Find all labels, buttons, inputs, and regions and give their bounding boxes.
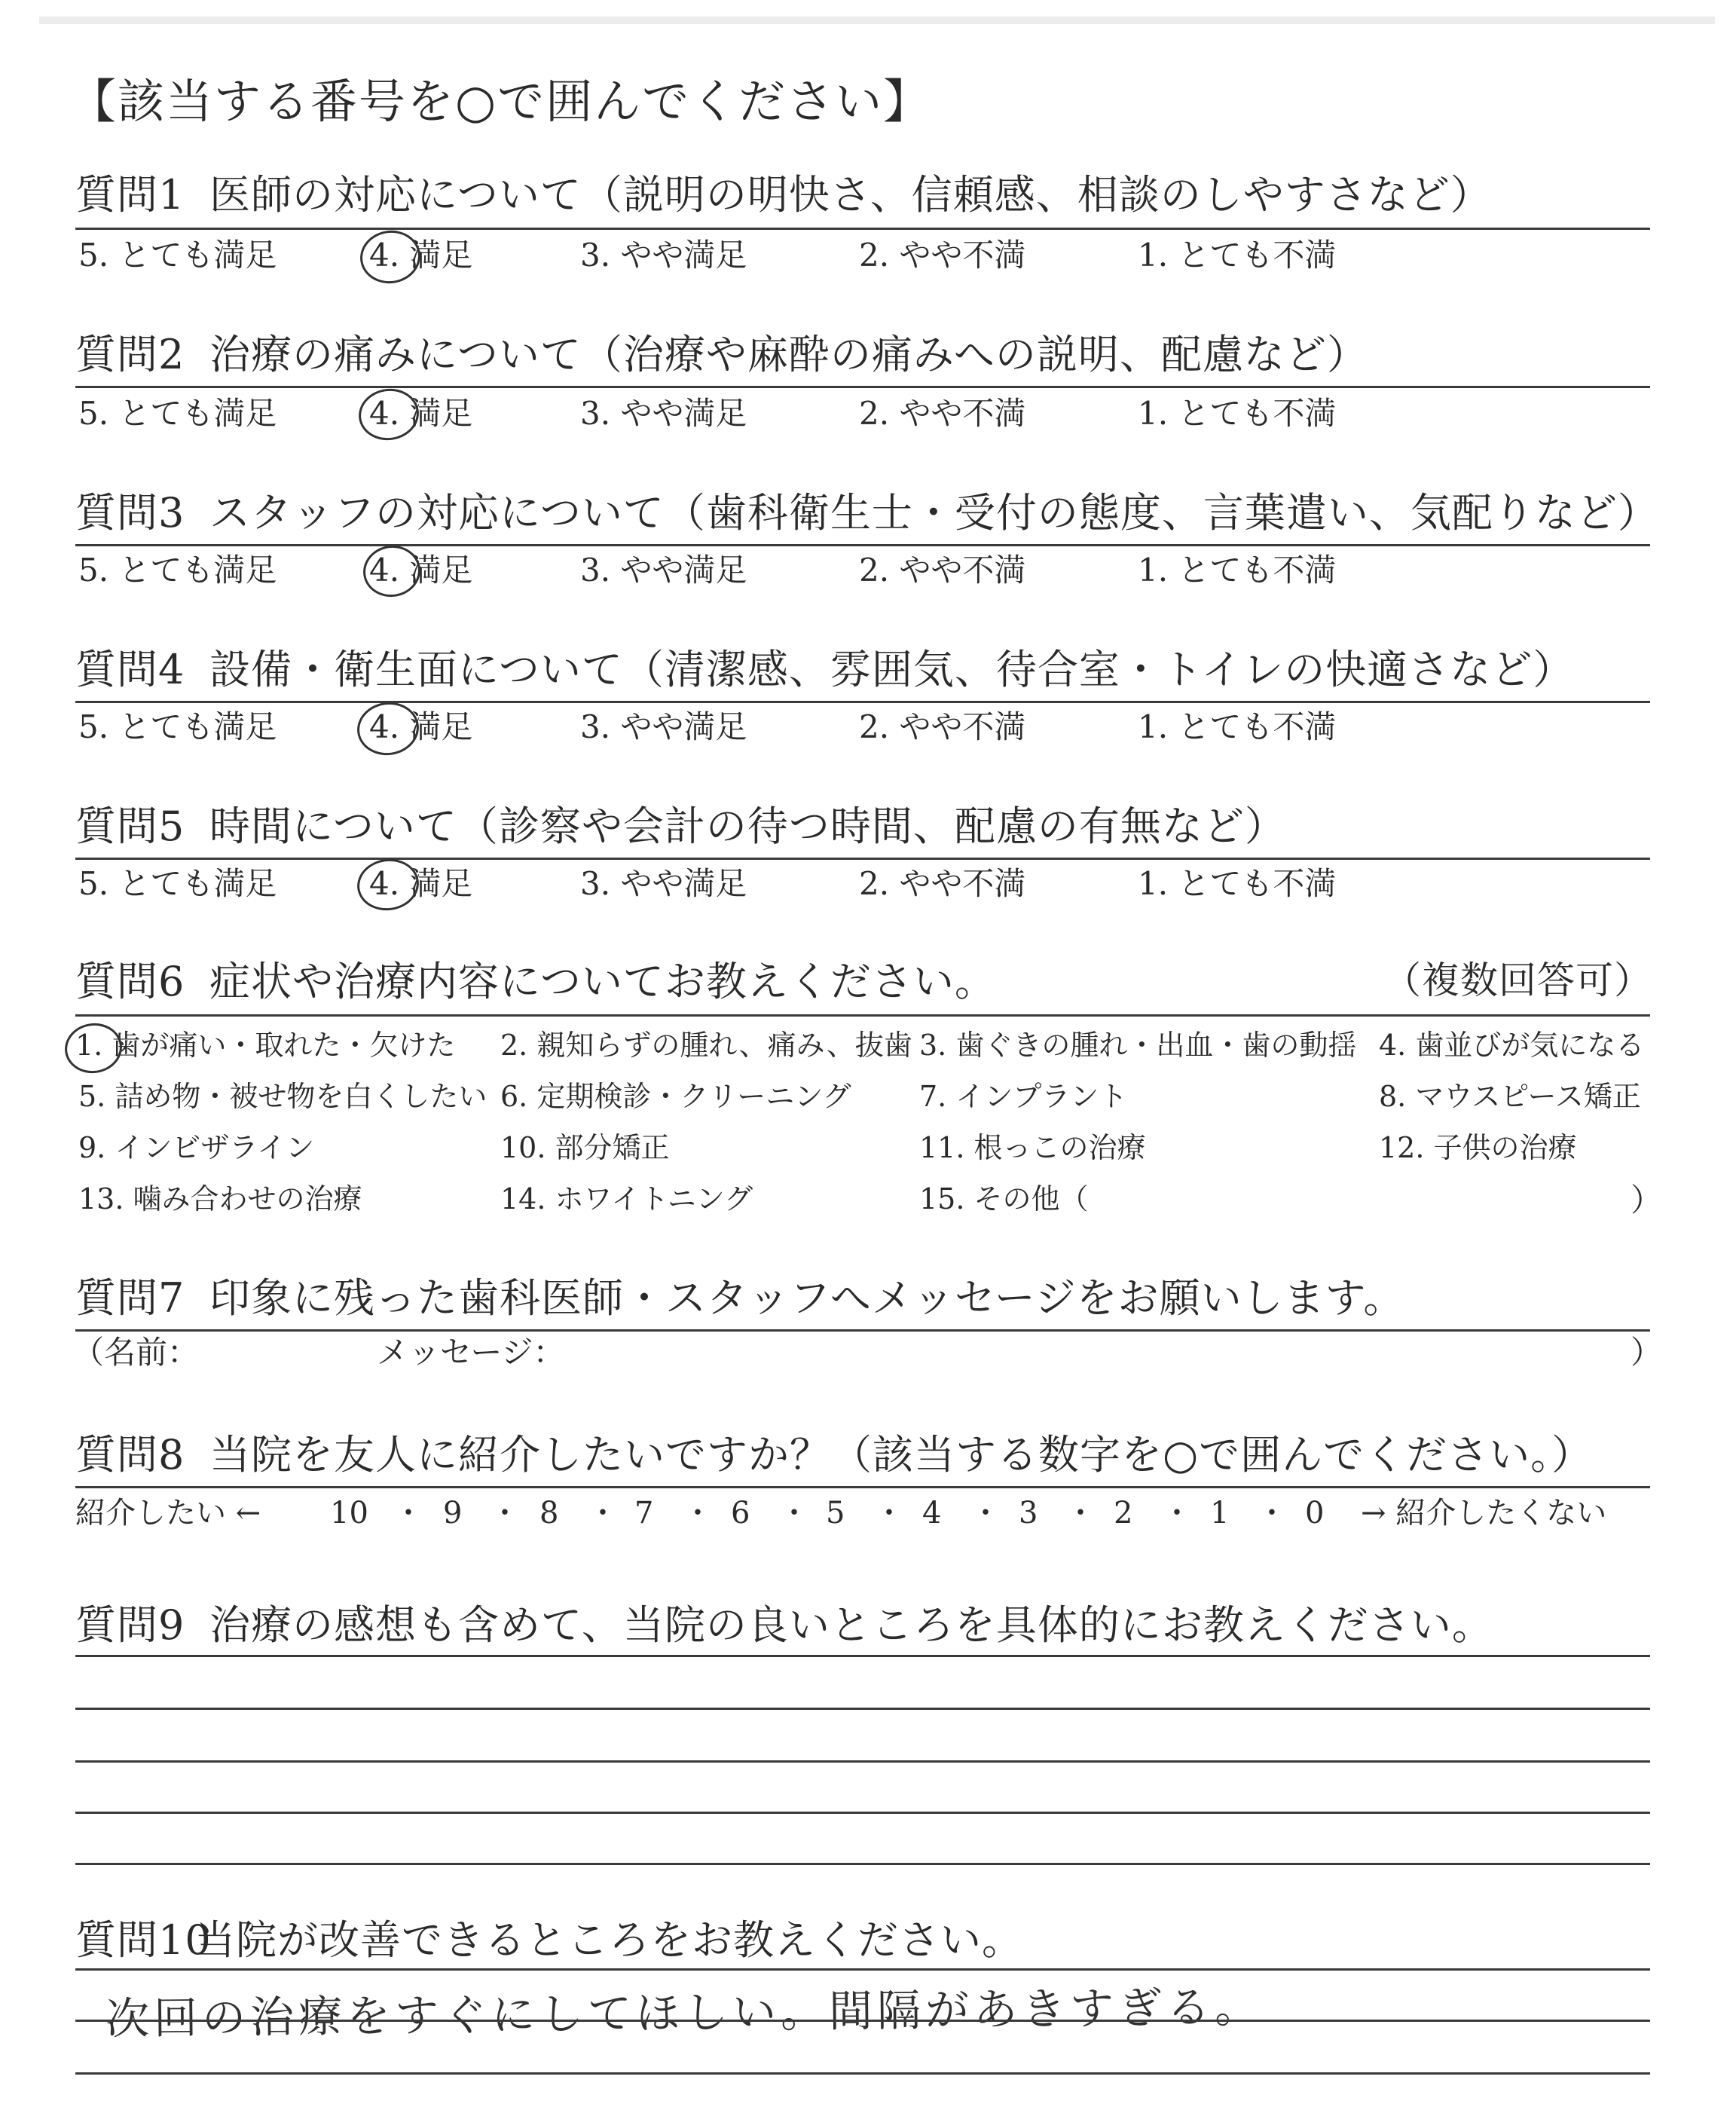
question-8-text: 当院を友人に紹介したいですか？（該当する数字を○で囲んでください。）	[209, 1431, 1594, 1479]
q8-right-label: → 紹介したくない	[1361, 1496, 1607, 1531]
q2-option-3[interactable]: 3. やや満足	[580, 395, 747, 432]
q4-option-2[interactable]: 2. やや不満	[859, 708, 1026, 745]
q4-option-3[interactable]: 3. やや満足	[580, 708, 747, 745]
question-6-text: 症状や治療内容についてお教えください。	[209, 958, 996, 1005]
q6-item-1[interactable]: 1. 歯が痛い・取れた・欠けた	[75, 1029, 456, 1062]
q6-item-3[interactable]: 3. 歯ぐきの腫れ・出血・歯の動揺	[919, 1029, 1357, 1062]
q8-scale-dot: ・	[588, 1496, 618, 1531]
q1-selection-circle	[357, 227, 424, 287]
q8-scale-3[interactable]: 3	[1019, 1496, 1038, 1531]
q5-option-5[interactable]: 5. とても満足	[78, 865, 277, 902]
q9-answer-line-3[interactable]	[75, 1760, 1650, 1763]
question-2-label: 質問2	[75, 331, 185, 378]
question-4-rule	[75, 701, 1650, 703]
question-2-rule	[75, 386, 1650, 388]
q4-option-5[interactable]: 5. とても満足	[78, 708, 277, 745]
q8-scale-1[interactable]: 1	[1210, 1496, 1230, 1531]
question-6-note: （複数回答可）	[1383, 959, 1652, 1002]
q5-option-3[interactable]: 3. やや満足	[580, 865, 747, 902]
q6-item-7[interactable]: 7. インプラント	[919, 1080, 1128, 1113]
question-6-rule	[75, 1014, 1650, 1017]
q8-scale-dot: ・	[1065, 1496, 1096, 1531]
question-9-label: 質問9	[75, 1601, 185, 1649]
question-8-label: 質問8	[75, 1431, 185, 1479]
question-3-text: スタッフの対応について（歯科衛生士・受付の態度、言葉遣い、気配りなど）	[209, 489, 1659, 537]
q8-scale-dot: ・	[393, 1496, 423, 1531]
q4-selection-circle	[354, 699, 423, 760]
scan-edge	[39, 17, 1715, 24]
q8-scale-4[interactable]: 4	[922, 1496, 942, 1531]
q10-answer-line-3[interactable]	[75, 2072, 1650, 2075]
q10-answer-line-1[interactable]	[75, 1968, 1650, 1971]
question-1-label: 質問1	[75, 171, 185, 219]
question-5-label: 質問5	[75, 803, 185, 850]
q7-close-paren: ）	[1631, 1334, 1663, 1371]
q6-other-close-paren: ）	[1631, 1182, 1663, 1219]
q6-item-6[interactable]: 6. 定期検診・クリーニング	[500, 1080, 851, 1113]
question-2-text: 治療の痛みについて（治療や麻酔の痛みへの説明、配慮など）	[209, 331, 1368, 378]
q4-option-1[interactable]: 1. とても不満	[1138, 708, 1337, 745]
q3-selection-circle	[360, 542, 424, 601]
q1-option-2[interactable]: 2. やや不満	[859, 237, 1026, 274]
question-8-rule	[75, 1486, 1650, 1488]
q6-item-5[interactable]: 5. 詰め物・被せ物を白くしたい	[78, 1080, 487, 1113]
q8-scale-6[interactable]: 6	[731, 1496, 750, 1531]
q9-answer-line-5[interactable]	[75, 1863, 1650, 1865]
question-4-label: 質問4	[75, 646, 185, 693]
page-title: 【該当する番号を○で囲んでください】	[69, 74, 932, 129]
q6-item-14[interactable]: 14. ホワイトニング	[500, 1182, 753, 1216]
q7-message-label[interactable]: メッセージ：	[377, 1334, 565, 1371]
q8-scale-0[interactable]: 0	[1305, 1496, 1325, 1531]
q8-scale-dot: ・	[683, 1496, 713, 1531]
q2-option-1[interactable]: 1. とても不満	[1138, 395, 1337, 432]
q8-scale-10[interactable]: 10	[330, 1496, 368, 1531]
q6-item-12[interactable]: 12. 子供の治療	[1379, 1131, 1577, 1164]
q8-scale-dot: ・	[490, 1496, 520, 1531]
q4-option-4[interactable]: 4. 満足	[369, 708, 473, 745]
question-3-rule	[75, 544, 1650, 546]
q3-option-5[interactable]: 5. とても満足	[78, 552, 277, 589]
q5-selection-circle	[354, 855, 423, 915]
q5-option-2[interactable]: 2. やや不満	[859, 865, 1026, 902]
q2-option-2[interactable]: 2. やや不満	[859, 395, 1026, 432]
q8-scale-dot: ・	[1257, 1496, 1287, 1531]
question-9-text: 治療の感想も含めて、当院の良いところを具体的にお教えください。	[209, 1601, 1493, 1649]
q3-option-2[interactable]: 2. やや不満	[859, 552, 1026, 589]
question-4-text: 設備・衛生面について（清潔感、雰囲気、待合室・トイレの快適さなど）	[209, 646, 1575, 693]
q3-option-1[interactable]: 1. とても不満	[1138, 552, 1337, 589]
question-1-text: 医師の対応について（説明の明快さ、信頼感、相談のしやすさなど）	[209, 171, 1492, 219]
q6-item-13[interactable]: 13. 噛み合わせの治療	[78, 1182, 362, 1216]
q10-handwritten-answer: 次回の治療をすぐにしてほしい。間隔があきすぎる。	[105, 1980, 1264, 2045]
q6-item-2[interactable]: 2. 親知らずの腫れ、痛み、抜歯	[500, 1029, 912, 1062]
question-5-text: 時間について（診察や会計の待つ時間、配慮の有無など）	[209, 803, 1286, 850]
q1-option-1[interactable]: 1. とても不満	[1138, 237, 1337, 274]
question-7-label: 質問7	[75, 1274, 185, 1322]
q6-item-15[interactable]: 15. その他（	[919, 1182, 1089, 1216]
q1-option-3[interactable]: 3. やや満足	[580, 237, 747, 274]
question-10-text: 当院が改善できるところをお教えください。	[194, 1916, 1023, 1964]
q5-option-4[interactable]: 4. 満足	[369, 865, 473, 902]
q9-answer-line-4[interactable]	[75, 1812, 1650, 1814]
q7-name-label[interactable]: （名前：	[72, 1334, 200, 1371]
question-1-rule	[75, 228, 1650, 230]
q8-scale-dot: ・	[874, 1496, 904, 1531]
q8-scale-8[interactable]: 8	[539, 1496, 559, 1531]
q9-answer-line-1[interactable]	[75, 1655, 1650, 1657]
question-3-label: 質問3	[75, 489, 185, 537]
q10-answer-line-2[interactable]	[75, 2020, 1650, 2022]
q8-scale-dot: ・	[1162, 1496, 1192, 1531]
question-7-rule	[75, 1329, 1650, 1332]
q6-item-4[interactable]: 4. 歯並びが気になる	[1379, 1029, 1645, 1062]
q3-option-4[interactable]: 4. 満足	[369, 552, 473, 589]
q9-answer-line-2[interactable]	[75, 1708, 1650, 1710]
q8-scale-dot: ・	[970, 1496, 1001, 1531]
q2-option-4[interactable]: 4. 満足	[369, 395, 473, 432]
q5-option-1[interactable]: 1. とても不満	[1138, 865, 1337, 902]
q8-scale-9[interactable]: 9	[443, 1496, 463, 1531]
q6-item-11[interactable]: 11. 根っこの治療	[919, 1131, 1146, 1164]
q8-scale-2[interactable]: 2	[1114, 1496, 1133, 1531]
q2-selection-circle	[356, 385, 423, 444]
q8-scale-7[interactable]: 7	[634, 1496, 654, 1531]
q8-scale-5[interactable]: 5	[826, 1496, 845, 1531]
q2-option-5[interactable]: 5. とても満足	[78, 395, 277, 432]
q6-item-9[interactable]: 9. インビザライン	[78, 1131, 315, 1164]
question-5-rule	[75, 858, 1650, 860]
q8-scale-dot: ・	[779, 1496, 809, 1531]
q1-option-5[interactable]: 5. とても満足	[78, 237, 277, 274]
question-6-label: 質問6	[75, 958, 185, 1005]
question-7-text: 印象に残った歯科医師・スタッフへメッセージをお願いします。	[209, 1274, 1405, 1322]
q1-option-4[interactable]: 4. 満足	[369, 237, 473, 274]
question-10-label: 質問10	[75, 1916, 212, 1964]
q3-option-3[interactable]: 3. やや満足	[580, 552, 747, 589]
q6-item-10[interactable]: 10. 部分矯正	[500, 1131, 670, 1164]
q8-left-label: 紹介したい ←	[75, 1496, 261, 1531]
q6-item-8[interactable]: 8. マウスピース矯正	[1379, 1080, 1641, 1113]
